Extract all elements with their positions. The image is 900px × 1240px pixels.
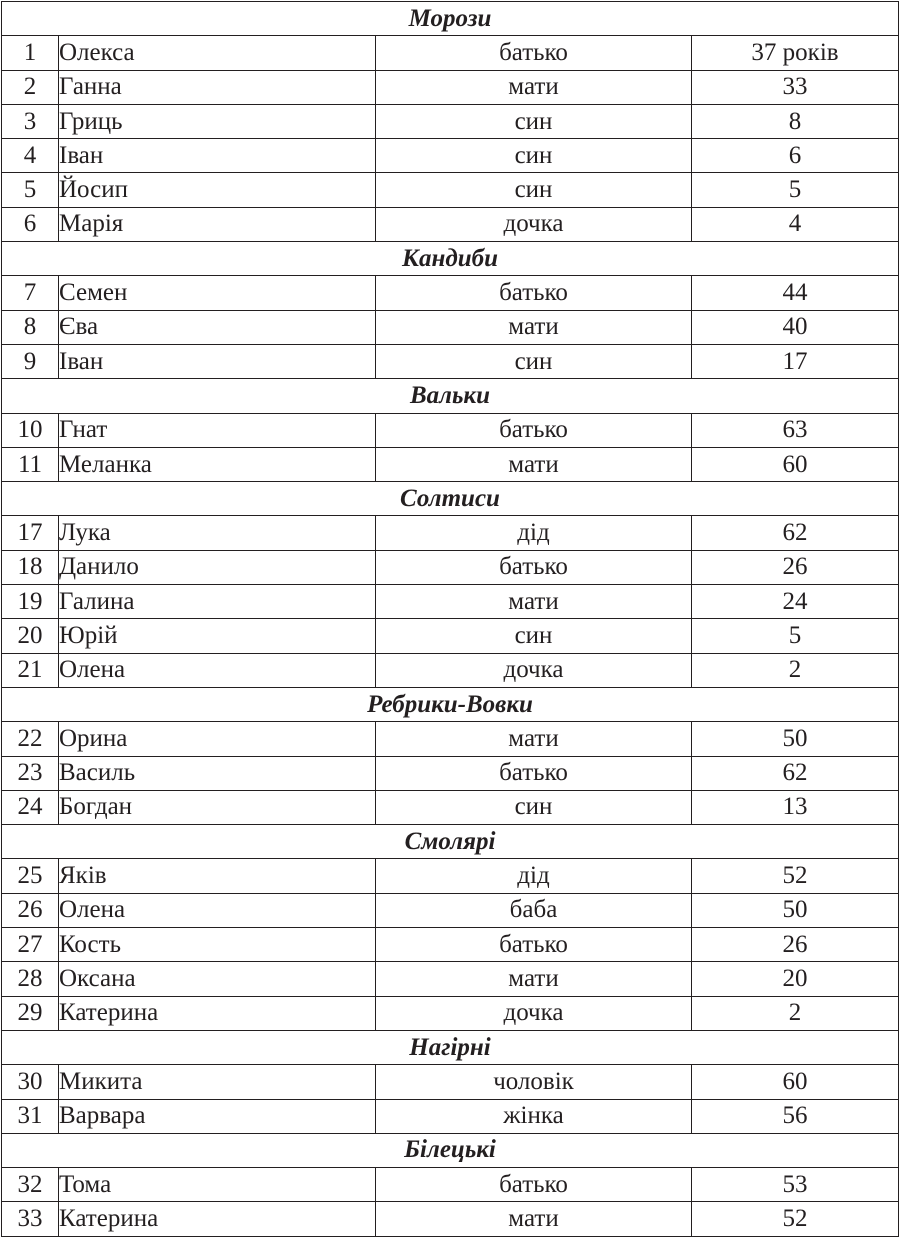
row-number: 1 bbox=[2, 36, 59, 70]
group-header-row bbox=[2, 379, 899, 413]
person-name: Олена bbox=[59, 893, 376, 927]
person-row bbox=[2, 36, 899, 70]
person-age: 5 bbox=[692, 173, 899, 207]
group-title: Солтиси bbox=[2, 482, 899, 516]
family-table bbox=[1, 1, 899, 1237]
row-number: 4 bbox=[2, 139, 59, 173]
row-number: 2 bbox=[2, 70, 59, 104]
person-name: Богдан bbox=[59, 790, 376, 824]
family-role: батько bbox=[376, 413, 692, 447]
row-number: 17 bbox=[2, 516, 59, 550]
person-row bbox=[2, 1099, 899, 1133]
person-name: Орина bbox=[59, 722, 376, 756]
person-age: 20 bbox=[692, 962, 899, 996]
person-age: 63 bbox=[692, 413, 899, 447]
family-role: син bbox=[376, 173, 692, 207]
family-role: батько bbox=[376, 36, 692, 70]
person-row bbox=[2, 70, 899, 104]
row-number: 29 bbox=[2, 996, 59, 1030]
person-name: Тома bbox=[59, 1168, 376, 1202]
person-row bbox=[2, 1202, 899, 1236]
family-role: син bbox=[376, 619, 692, 653]
person-name: Микита bbox=[59, 1065, 376, 1099]
row-number: 22 bbox=[2, 722, 59, 756]
family-role: батько bbox=[376, 550, 692, 584]
person-age: 44 bbox=[692, 276, 899, 310]
person-age: 26 bbox=[692, 928, 899, 962]
group-title: Кандиби bbox=[2, 242, 899, 276]
person-name: Лука bbox=[59, 516, 376, 550]
person-age: 4 bbox=[692, 207, 899, 241]
person-age: 60 bbox=[692, 1065, 899, 1099]
person-row bbox=[2, 1065, 899, 1099]
row-number: 32 bbox=[2, 1168, 59, 1202]
row-number: 8 bbox=[2, 310, 59, 344]
family-role: мати bbox=[376, 310, 692, 344]
family-role: дочка bbox=[376, 207, 692, 241]
person-age: 50 bbox=[692, 893, 899, 927]
person-age: 40 bbox=[692, 310, 899, 344]
family-role: батько bbox=[376, 756, 692, 790]
person-age: 60 bbox=[692, 447, 899, 481]
row-number: 33 bbox=[2, 1202, 59, 1236]
group-header-row bbox=[2, 2, 899, 36]
group-header-row bbox=[2, 1030, 899, 1064]
person-name: Ганна bbox=[59, 70, 376, 104]
family-role: мати bbox=[376, 962, 692, 996]
person-row bbox=[2, 962, 899, 996]
family-role: мати bbox=[376, 1202, 692, 1236]
family-role: мати bbox=[376, 70, 692, 104]
person-age: 52 bbox=[692, 1202, 899, 1236]
person-name: Кость bbox=[59, 928, 376, 962]
person-name: Семен bbox=[59, 276, 376, 310]
person-row bbox=[2, 790, 899, 824]
family-role: син bbox=[376, 104, 692, 138]
person-row bbox=[2, 928, 899, 962]
family-role: дід bbox=[376, 516, 692, 550]
person-row bbox=[2, 310, 899, 344]
person-age: 2 bbox=[692, 996, 899, 1030]
group-title: Білецькі bbox=[2, 1133, 899, 1167]
person-name: Гриць bbox=[59, 104, 376, 138]
person-name: Василь bbox=[59, 756, 376, 790]
person-age: 56 bbox=[692, 1099, 899, 1133]
person-row bbox=[2, 447, 899, 481]
person-row bbox=[2, 139, 899, 173]
group-header-row bbox=[2, 687, 899, 721]
group-title: Нагірні bbox=[2, 1030, 899, 1064]
family-role: син bbox=[376, 139, 692, 173]
group-title: Смолярі bbox=[2, 825, 899, 859]
person-name: Марія bbox=[59, 207, 376, 241]
family-table-body bbox=[2, 2, 899, 1237]
person-row bbox=[2, 859, 899, 893]
person-age: 53 bbox=[692, 1168, 899, 1202]
person-name: Олена bbox=[59, 653, 376, 687]
family-role: дочка bbox=[376, 996, 692, 1030]
group-title: Ребрики-Вовки bbox=[2, 687, 899, 721]
family-role: дід bbox=[376, 859, 692, 893]
person-age: 62 bbox=[692, 516, 899, 550]
person-name: Варвара bbox=[59, 1099, 376, 1133]
family-role: дочка bbox=[376, 653, 692, 687]
person-age: 6 bbox=[692, 139, 899, 173]
person-row bbox=[2, 276, 899, 310]
row-number: 11 bbox=[2, 447, 59, 481]
row-number: 23 bbox=[2, 756, 59, 790]
family-role: мати bbox=[376, 722, 692, 756]
person-name: Гнат bbox=[59, 413, 376, 447]
person-row bbox=[2, 722, 899, 756]
row-number: 9 bbox=[2, 344, 59, 378]
person-age: 62 bbox=[692, 756, 899, 790]
row-number: 7 bbox=[2, 276, 59, 310]
person-name: Яків bbox=[59, 859, 376, 893]
group-header-row bbox=[2, 242, 899, 276]
person-name: Катерина bbox=[59, 996, 376, 1030]
row-number: 25 bbox=[2, 859, 59, 893]
person-name: Галина bbox=[59, 585, 376, 619]
person-row bbox=[2, 413, 899, 447]
person-row bbox=[2, 173, 899, 207]
person-row bbox=[2, 585, 899, 619]
person-name: Юрій bbox=[59, 619, 376, 653]
person-name: Єва bbox=[59, 310, 376, 344]
row-number: 27 bbox=[2, 928, 59, 962]
person-age: 24 bbox=[692, 585, 899, 619]
person-name: Катерина bbox=[59, 1202, 376, 1236]
person-row bbox=[2, 653, 899, 687]
family-role: жінка bbox=[376, 1099, 692, 1133]
person-row bbox=[2, 344, 899, 378]
person-row bbox=[2, 1168, 899, 1202]
family-role: син bbox=[376, 790, 692, 824]
person-row bbox=[2, 550, 899, 584]
group-header-row bbox=[2, 825, 899, 859]
family-role: мати bbox=[376, 585, 692, 619]
row-number: 18 bbox=[2, 550, 59, 584]
person-age: 8 bbox=[692, 104, 899, 138]
person-name: Оксана bbox=[59, 962, 376, 996]
row-number: 28 bbox=[2, 962, 59, 996]
person-age: 26 bbox=[692, 550, 899, 584]
person-name: Меланка bbox=[59, 447, 376, 481]
person-name: Іван bbox=[59, 344, 376, 378]
person-row bbox=[2, 207, 899, 241]
person-age: 37 років bbox=[692, 36, 899, 70]
person-row bbox=[2, 516, 899, 550]
row-number: 19 bbox=[2, 585, 59, 619]
group-header-row bbox=[2, 482, 899, 516]
person-age: 5 bbox=[692, 619, 899, 653]
row-number: 30 bbox=[2, 1065, 59, 1099]
group-header-row bbox=[2, 1133, 899, 1167]
person-name: Іван bbox=[59, 139, 376, 173]
row-number: 26 bbox=[2, 893, 59, 927]
family-role: чоловік bbox=[376, 1065, 692, 1099]
person-age: 50 bbox=[692, 722, 899, 756]
person-name: Данило bbox=[59, 550, 376, 584]
row-number: 10 bbox=[2, 413, 59, 447]
person-name: Йосип bbox=[59, 173, 376, 207]
person-row bbox=[2, 619, 899, 653]
person-row bbox=[2, 996, 899, 1030]
row-number: 6 bbox=[2, 207, 59, 241]
row-number: 5 bbox=[2, 173, 59, 207]
person-age: 13 bbox=[692, 790, 899, 824]
family-role: батько bbox=[376, 1168, 692, 1202]
group-title: Морози bbox=[2, 2, 899, 36]
family-role: мати bbox=[376, 447, 692, 481]
person-name: Олекса bbox=[59, 36, 376, 70]
person-age: 33 bbox=[692, 70, 899, 104]
person-row bbox=[2, 104, 899, 138]
family-role: батько bbox=[376, 928, 692, 962]
row-number: 20 bbox=[2, 619, 59, 653]
person-row bbox=[2, 893, 899, 927]
family-role: батько bbox=[376, 276, 692, 310]
family-role: баба bbox=[376, 893, 692, 927]
row-number: 3 bbox=[2, 104, 59, 138]
row-number: 21 bbox=[2, 653, 59, 687]
person-age: 17 bbox=[692, 344, 899, 378]
row-number: 31 bbox=[2, 1099, 59, 1133]
person-age: 52 bbox=[692, 859, 899, 893]
group-title: Вальки bbox=[2, 379, 899, 413]
person-age: 2 bbox=[692, 653, 899, 687]
person-row bbox=[2, 756, 899, 790]
row-number: 24 bbox=[2, 790, 59, 824]
family-role: син bbox=[376, 344, 692, 378]
